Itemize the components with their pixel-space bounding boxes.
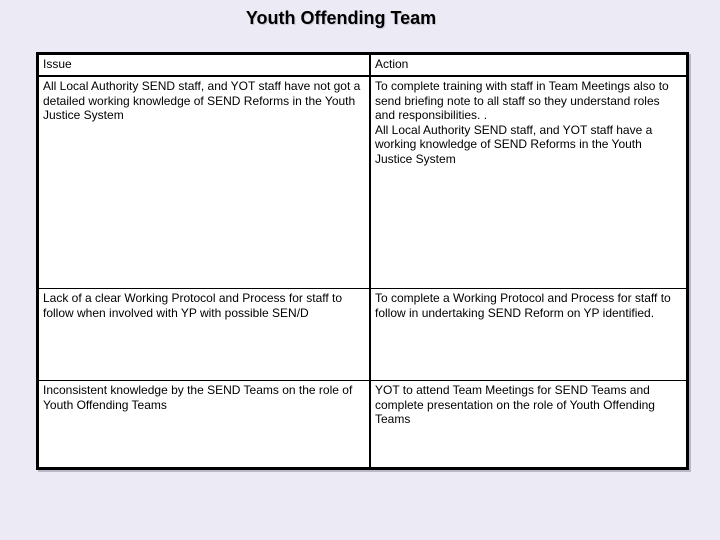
action-column-header: Action	[370, 55, 687, 77]
table-row	[39, 381, 687, 468]
action-cell	[370, 381, 687, 468]
issue-text: Inconsistent knowledge by the SEND Teams on the role of Youth Offending Teams	[43, 383, 353, 412]
issue-cell	[39, 381, 371, 468]
issue-text: All Local Authority SEND staff, and YOT staff have not got a detailed working knowledge of SEND Reforms in the Youth Justice System	[43, 79, 361, 122]
action-cell	[370, 76, 687, 289]
table-row	[39, 76, 687, 289]
action-text: YOT to attend Team Meetings for SEND Teams and complete presentation on the role of Youth Offending Teams	[375, 383, 655, 426]
issues-actions-table-frame	[36, 52, 689, 470]
action-text: To complete a Working Protocol and Process for staff to follow in undertaking SEND Reform on YP identified.	[375, 291, 671, 320]
issue-cell	[39, 76, 371, 289]
table-row	[39, 289, 687, 381]
action-cell	[370, 289, 687, 381]
page-title: Youth Offending Team	[245, 8, 437, 28]
issues-actions-table	[38, 54, 687, 468]
action-text: To complete training with staff in Team Meetings also to send briefing note to all staff so they understand roles and responsibilities. . All Local Authority SEND staff, and YOT staff have a working knowledge of SEND Reforms in the Youth Justice System	[375, 79, 669, 166]
issue-cell	[39, 289, 371, 381]
table-header-row	[39, 55, 687, 77]
issue-column-header: Issue	[39, 55, 371, 77]
issue-text: Lack of a clear Working Protocol and Process for staff to follow when involved with YP with possible SEN/D	[43, 291, 343, 320]
